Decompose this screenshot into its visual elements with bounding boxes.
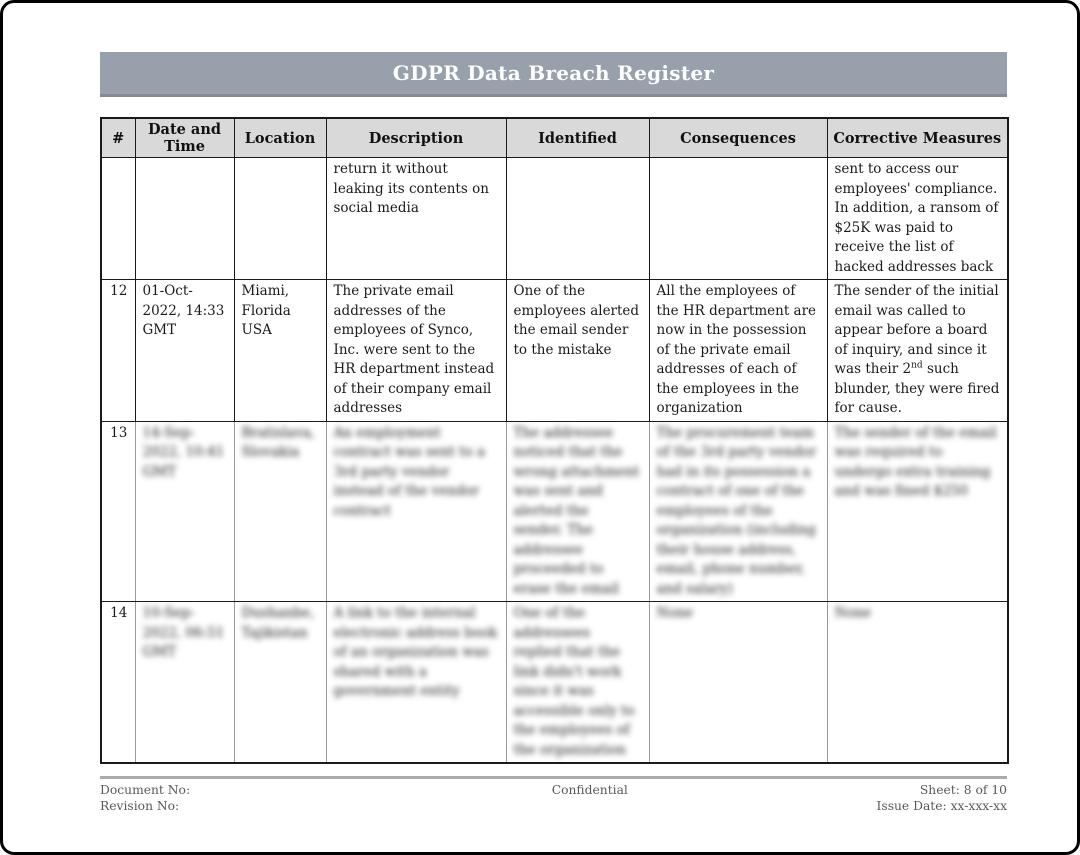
page-footer xyxy=(100,776,1007,822)
cell-consequences xyxy=(649,602,827,764)
cell-consequences xyxy=(649,158,827,280)
cell-date xyxy=(135,280,234,422)
cell-text xyxy=(657,160,821,170)
cell-date xyxy=(135,158,234,280)
cell-location xyxy=(234,280,326,422)
table-row xyxy=(101,280,1008,422)
page-title: GDPR Data Breach Register xyxy=(392,61,715,85)
footer-right xyxy=(877,783,1007,814)
cell-date xyxy=(135,602,234,764)
cell-text: The addressee noticed that the wrong attachment was sent and alerted the sender. The addressee proceeded to erase the email xyxy=(513,424,640,597)
cell-identified xyxy=(506,280,649,422)
table-header-row xyxy=(101,118,1008,158)
cell-text: The private email addresses of the employees of Synco, Inc. were sent to the HR department instead of their company email addresses xyxy=(333,283,495,416)
table-row xyxy=(101,421,1008,602)
header-corrective-measures: Corrective Measures xyxy=(827,118,1008,158)
cell-text xyxy=(109,160,129,170)
header-identified: Identified xyxy=(506,118,649,158)
cell-corrective xyxy=(827,421,1008,602)
text-segment: The sender of the initial email was called to appear before a board of inquiry, and since it was their 2 xyxy=(834,283,999,377)
cell-corrective xyxy=(827,158,1008,280)
header-num: # xyxy=(101,118,135,158)
cell-text: Bratislava, Slovakia xyxy=(241,424,315,460)
cell-consequences xyxy=(649,280,827,422)
cell-consequences xyxy=(649,421,827,602)
cell-corrective xyxy=(827,280,1008,422)
cell-description xyxy=(326,602,506,764)
sheet-number: Sheet: 8 of 10 xyxy=(919,783,1007,797)
cell-description xyxy=(326,280,506,422)
cell-num xyxy=(101,158,135,280)
cell-text xyxy=(514,160,643,170)
cell-num xyxy=(101,421,135,602)
header-consequences: Consequences xyxy=(649,118,827,158)
cell-text: A link to the internal electronic address book of an organization was shared with a government entity xyxy=(333,605,498,699)
cell-text: 12 xyxy=(110,283,128,299)
cell-text: 13 xyxy=(110,424,128,441)
table-row xyxy=(101,602,1008,764)
cell-num xyxy=(101,602,135,764)
header-date-time: Date and Time xyxy=(135,118,234,158)
cell-text: One of the addressees replied that the link didn't work since it was accessible only to the employees of the organization xyxy=(513,605,635,758)
cell-location xyxy=(234,158,326,280)
cell-location xyxy=(234,602,326,764)
cell-text xyxy=(143,160,228,170)
cell-num xyxy=(101,280,135,422)
header-description: Description xyxy=(326,118,506,158)
cell-text: An employment contract was sent to a 3rd party vendor instead of the vendor contract xyxy=(333,424,486,519)
cell-corrective xyxy=(827,602,1008,764)
cell-text: One of the employees alerted the email sender to the mistake xyxy=(513,283,640,358)
cell-description xyxy=(326,158,506,280)
cell-text: 01-Oct-2022, 14:33 GMT xyxy=(142,283,225,338)
cell-text xyxy=(835,282,1002,419)
breach-table-body xyxy=(101,158,1008,764)
footer-left xyxy=(100,783,190,814)
document-no-label: Document No: xyxy=(100,783,191,797)
footer-center xyxy=(552,783,628,799)
text-segment: such blunder, they were fired for cause. xyxy=(834,361,1000,416)
breach-register-table-wrap xyxy=(100,117,1007,764)
cell-text: sent to access our employees' compliance. In addition, a ransom of $25K was paid to receive the list of hacked addresses back xyxy=(834,161,999,275)
issue-date: Issue Date: xx-xxx-xx xyxy=(876,798,1007,813)
cell-text: The procurement team of the 3rd party vendor had in its possession a contract of one of the employees of the organization (including their house address, email, phone number, and salary) xyxy=(656,424,817,597)
title-banner xyxy=(100,52,1007,97)
cell-text: None xyxy=(834,605,872,621)
cell-text: return it without leaking its contents on social media xyxy=(333,161,489,216)
cell-text xyxy=(242,160,320,170)
cell-location xyxy=(234,421,326,602)
cell-text: All the employees of the HR department are now in the possession of the private email addresses of each of the employees in the organization xyxy=(656,283,817,416)
cell-text: 10-Sep-2022, 06:51 GMT xyxy=(142,605,225,660)
cell-identified xyxy=(506,158,649,280)
cell-text: None xyxy=(656,605,694,621)
table-row xyxy=(101,158,1008,280)
superscript-text: nd xyxy=(911,360,923,371)
cell-text: The sender of the email was required to undergo extra training and was fined $250 xyxy=(834,424,997,499)
cell-identified xyxy=(506,602,649,764)
cell-text: Miami, Florida USA xyxy=(241,283,291,338)
revision-no-label: Revision No: xyxy=(100,798,180,813)
cell-date xyxy=(135,421,234,602)
breach-register-table xyxy=(100,117,1009,764)
cell-identified xyxy=(506,421,649,602)
cell-text: 14-Sep-2022, 10:41 GMT xyxy=(142,424,225,480)
header-location: Location xyxy=(234,118,326,158)
cell-text: Dushanbe, Tajikistan xyxy=(241,605,315,641)
confidential-label: Confidential xyxy=(551,783,628,797)
cell-text: 14 xyxy=(110,605,128,621)
cell-description xyxy=(326,421,506,602)
